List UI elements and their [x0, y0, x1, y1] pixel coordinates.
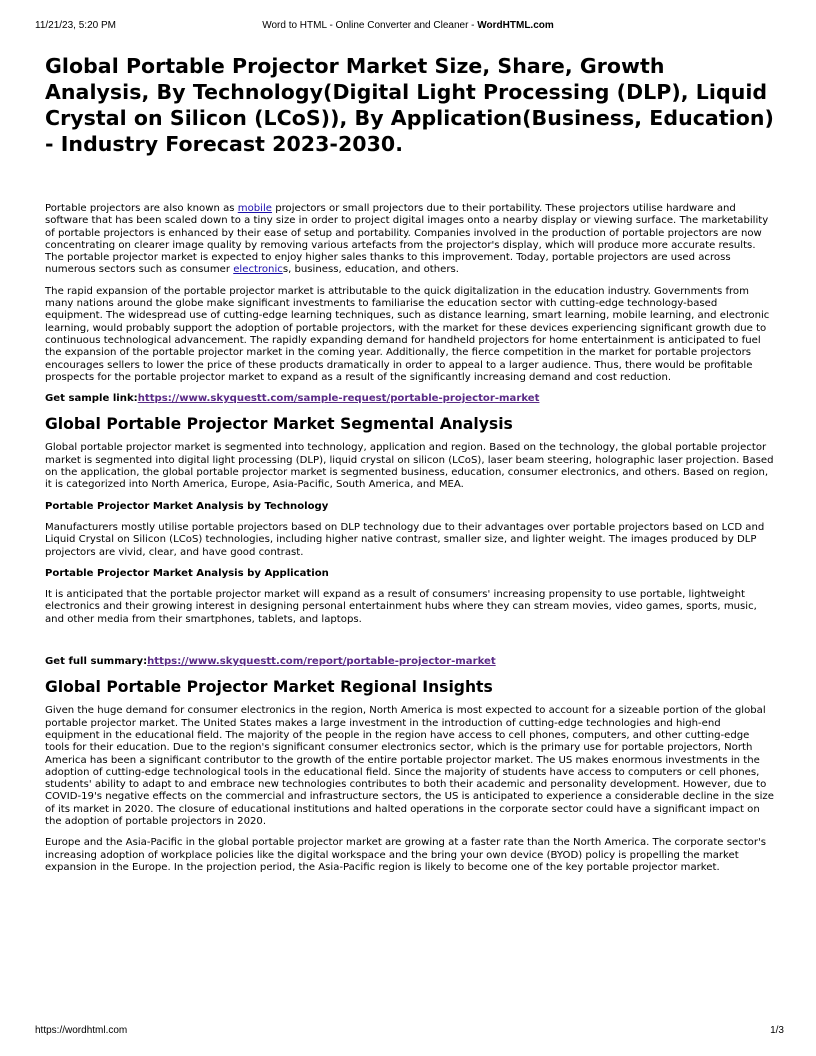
- sample-link-label: Get sample link:: [45, 393, 138, 405]
- mobile-link[interactable]: mobile: [237, 203, 272, 214]
- print-page-title: [0, 20, 816, 31]
- regional-heading: Global Portable Projector Market Regional Insights: [45, 678, 493, 697]
- regional-paragraph-1: Given the huge demand for consumer electronics in the region, North America is most expected to account for a sizeable portion of the global portable projector market. The United States makes a large investment in the introduction of cutting-edge technologies and high-end equipment in the educational field. The majority of the people in the region have access to cell phones, computers, and other cutting-edge tools for their education. Due to the region's significant consumer electronics sector, which is the primary use for portable projectors, North America has been a significant contributor to the growth of the entire portable projector market. The US makes enormous investments in the adoption of cutting-edge technological tools in the educational field. Since the majority of students have access to computers or cell phones, students' ability to adapt to and embrace new technologies contributes to both their academic and personality development. However, due to COVID-19's negative effects on the commercial and infrastructure sectors, the US is anticipated to experience a considerable decline in the size of its market in 2020. The closure of educational institutions and halted operations in the corporate sector could have a significant impact on the adoption of portable projectors in 2020.: [45, 705, 774, 827]
- article-title: Global Portable Projector Market Size, Share, Growth Analysis, By Technology(Digital Light Processing (DLP), Liquid Crystal on Silicon (LCoS)), By Application(Business, Education) - Industry Forecast 2023-2030.: [45, 54, 774, 156]
- print-page-title-site: WordHTML.com: [477, 20, 554, 31]
- article: [45, 53, 775, 874]
- electronic-link[interactable]: electronic: [233, 264, 283, 276]
- sample-request-link[interactable]: https://www.skyquestt.com/sample-request/portable-projector-market: [137, 393, 540, 405]
- print-datetime: 11/21/23, 5:20 PM: [35, 20, 116, 31]
- summary-link-line: [45, 656, 775, 668]
- application-subheading: Portable Projector Market Analysis by Application: [45, 567, 329, 579]
- print-header: [0, 0, 816, 30]
- intro-text-a: Portable projectors are also known as: [45, 203, 238, 214]
- technology-paragraph: Manufacturers mostly utilise portable projectors based on DLP technology due to their advantages over portable projectors based on LCD and Liquid Crystal on Silicon (LCoS) technologies, including higher native contrast, smaller size, and lighter weight. The images produced by DLP projectors are vivid, clear, and have good contrast.: [45, 521, 765, 558]
- print-page-number: 1/3: [770, 1025, 784, 1036]
- intro-paragraph-2: The rapid expansion of the portable projector market is attributable to the quick digitalization in the education industry. Governments from many nations around the globe make significant investments to familiarise the education sector with cutting-edge technology-based equipment. The widespread use of cutting-edge learning techniques, such as distance learning, smart learning, mobile learning, and electronic learning, would probably support the adoption of portable projectors, with the market for these devices experiencing significant growth due to continuous technological advancement. The rapidly expanding demand for handheld projectors for home entertainment is anticipated to fuel the expansion of the portable projector market in the coming year. Additionally, the fierce competition in the market for portable projectors encourages sellers to lower the price of these products dramatically in order to appeal to a larger audience. Thus, there would be profitable prospects for the portable projector market to expand as a result of the significantly increasing demand and cost reduction.: [45, 285, 770, 383]
- segmental-heading: Global Portable Projector Market Segmental Analysis: [45, 415, 513, 434]
- print-footer-url: https://wordhtml.com: [35, 1025, 128, 1036]
- application-paragraph: It is anticipated that the portable projector market will expand as a result of consumers' increasing propensity to use portable, lightweight electronics and their growing interest in designing personal entertainment hubs where they can stream movies, video games, sports, music, and other media from their smartphones, tablets, and laptops.: [45, 589, 757, 625]
- segmental-paragraph: Global portable projector market is segmented into technology, application and region. Based on the technology, the global portable projector market is segmented into digital light processing (DLP), liquid crystal on silicon (LCoS), laser beam steering, holographic laser projection. Based on the application, the global portable projector market is segmented business, education, consumer electronics, and others. Based on region, it is categorized into North America, Europe, Asia-Pacific, South America, and MEA.: [45, 442, 774, 491]
- sample-link-line: [45, 393, 775, 405]
- intro-text-b: projectors or small projectors due to their portability. These projectors utilise hardware and software that has been scaled down to a tiny size in order to project digital images onto a nearby display or viewing surface. The marketability of portable projectors is enhanced by their ease of setup and portability. Companies involved in the production of portable projectors are now concentrating on clearer image quality by removing various artefacts from the projector's display, which will produce more accurate results. The portable projector market is expected to enjoy higher sales thanks to this improvement. Today, portable projectors are used across numerous sectors such as consumer: [45, 203, 769, 276]
- intro-paragraph-1: [45, 203, 775, 277]
- technology-subheading: Portable Projector Market Analysis by Technology: [45, 500, 329, 512]
- print-page-title-prefix: Word to HTML - Online Converter and Cleaner -: [262, 20, 478, 31]
- full-summary-link[interactable]: https://www.skyquestt.com/report/portable-projector-market: [147, 656, 496, 668]
- regional-paragraph-2: Europe and the Asia-Pacific in the global portable projector market are growing at a faster rate than the North America. The corporate sector's increasing adoption of workplace policies like the digital workspace and the bring your own device (BYOD) policy is propelling the market expansion in the Europe. In the projection period, the Asia-Pacific region is likely to become one of the key portable projector market.: [45, 837, 767, 873]
- summary-link-label: Get full summary:: [45, 656, 148, 668]
- intro-text-c: s, business, education, and others.: [282, 264, 459, 276]
